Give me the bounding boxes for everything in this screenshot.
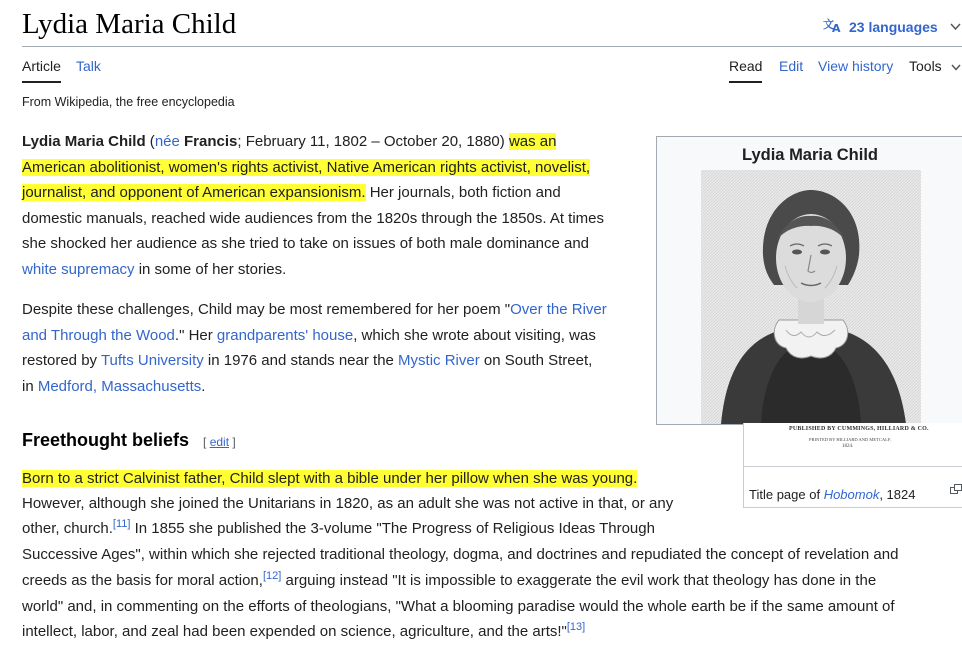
- paragraph-line: domestic manuals, reached wide audiences from the 1820s through the 1850s. At times: [22, 209, 605, 227]
- tools-label: Tools: [909, 58, 942, 74]
- tufts-link[interactable]: Tufts University: [100, 352, 204, 369]
- paragraph-line: other, church.[11] In 1855 she published the 3-volume "The Progress of Religious Ideas Through: [22, 518, 655, 537]
- section-heading: [22, 430, 236, 451]
- tools-menu[interactable]: [909, 58, 961, 74]
- chevron-down-icon: [950, 20, 961, 34]
- translate-icon: [823, 17, 843, 36]
- poem-link[interactable]: and Through the Wood: [22, 326, 175, 344]
- thumbnail-divider: [744, 466, 962, 467]
- language-button[interactable]: [823, 17, 961, 36]
- highlighted-text: Born to a strict Calvinist father, Child slept with a bible under her pillow when she was young.: [22, 470, 638, 487]
- intro-paragraph-1: Lydia Maria Child (née Francis; February 11, 1802 – October 20, 1880) was an American abolitionist, women's rights activist, Native American rights activist, novelist, journalist, and opponent of American expansionism. Her journals, both fiction and domestic manuals, reached wide audiences from the 1820s through the 1850s. At times she shocked her audience as she tried to take on issues of both male dominance and white supremacy in some of her stories.: [22, 129, 637, 282]
- language-count: 23 languages: [849, 18, 938, 35]
- citation-link[interactable]: [12]: [262, 570, 282, 582]
- paragraph-line: world" and, in commenting on the efforts of theologians, "What a blooming paradise would the whole earth be if the same amount of: [22, 598, 895, 615]
- citation-link[interactable]: [13]: [566, 621, 586, 633]
- section-title: Freethought beliefs: [22, 430, 190, 450]
- paragraph-line: However, although she joined the Unitarians in 1820, as an adult she was not active in that, or any: [22, 495, 674, 512]
- edit-section: [ edit ]: [203, 435, 236, 449]
- thumbnail-figure: [743, 423, 962, 508]
- poem-link[interactable]: Over the River: [510, 301, 607, 318]
- mystic-river-link[interactable]: Mystic River: [398, 352, 480, 369]
- site-subtitle: From Wikipedia, the free encyclopedia: [22, 95, 235, 109]
- nee-link[interactable]: née: [154, 133, 180, 150]
- highlighted-text: American abolitionist, women's rights activist, Native American rights activist, novelist,: [22, 158, 591, 176]
- thumbnail-caption: Title page of Hobomok, 1824: [749, 487, 916, 502]
- svg-text:A: A: [832, 22, 841, 33]
- paragraph-line: creeds as the basis for moral action,[12] arguing instead "It is impossible to exaggerate the evil work that theology has done in the: [22, 570, 877, 589]
- portrait-image[interactable]: [701, 170, 921, 424]
- title-page-text: PUBLISHED BY CUMMINGS, HILLIARD & CO.: [789, 426, 929, 432]
- chevron-down-icon: [948, 62, 961, 74]
- enlarge-icon[interactable]: [950, 484, 962, 497]
- tab-read[interactable]: Read: [729, 58, 762, 83]
- maiden-name: Francis: [184, 133, 238, 150]
- title-divider: [22, 46, 962, 47]
- medford-link[interactable]: Medford, Massachusetts: [37, 377, 202, 395]
- highlighted-text: was an: [508, 133, 557, 150]
- tab-edit[interactable]: Edit: [779, 58, 804, 74]
- title-page-text: 1824.: [842, 444, 854, 449]
- paragraph-line: Successive Ages", within which she rejected traditional theology, dogma, and doctrines and repudiated the concept of revelation and: [22, 546, 899, 563]
- paragraph-line: [22, 466, 637, 492]
- paragraph-line: she shocked her audience as she tried to take on issues of both male dominance and: [22, 235, 590, 252]
- citation-link[interactable]: [11]: [112, 518, 131, 530]
- infobox-title: Lydia Maria Child: [742, 146, 878, 164]
- highlighted-text: journalist, and opponent of American expansionism.: [22, 184, 366, 201]
- edit-section-link[interactable]: edit: [209, 435, 230, 449]
- intro-paragraph-2: Despite these challenges, Child may be most remembered for her poem "Over the River and Through the Wood." Her grandparents' house, which she wrote about visiting, was restored by Tufts University in 1976 and stands near the Mystic River on South Street, in Medford, Massachusetts.: [22, 301, 607, 395]
- tab-view-history[interactable]: View history: [818, 58, 894, 74]
- paragraph-line: intellect, labor, and zeal had been expended on science, agriculture, and the arts!"[13]: [22, 621, 586, 640]
- svg-text:文: 文: [823, 18, 834, 31]
- tab-article[interactable]: Article: [22, 58, 61, 83]
- title-page-text: PRINTED BY HILLIARD AND METCALF.: [809, 437, 892, 442]
- grandparents-house-link[interactable]: grandparents' house: [216, 326, 354, 344]
- white-supremacy-link[interactable]: white supremacy: [22, 260, 135, 278]
- infobox: [656, 136, 962, 425]
- subject-name: Lydia Maria Child: [22, 133, 146, 150]
- tab-talk[interactable]: Talk: [76, 58, 101, 74]
- hobomok-link[interactable]: Hobomok: [823, 487, 880, 502]
- page-title: Lydia Maria Child: [22, 8, 237, 40]
